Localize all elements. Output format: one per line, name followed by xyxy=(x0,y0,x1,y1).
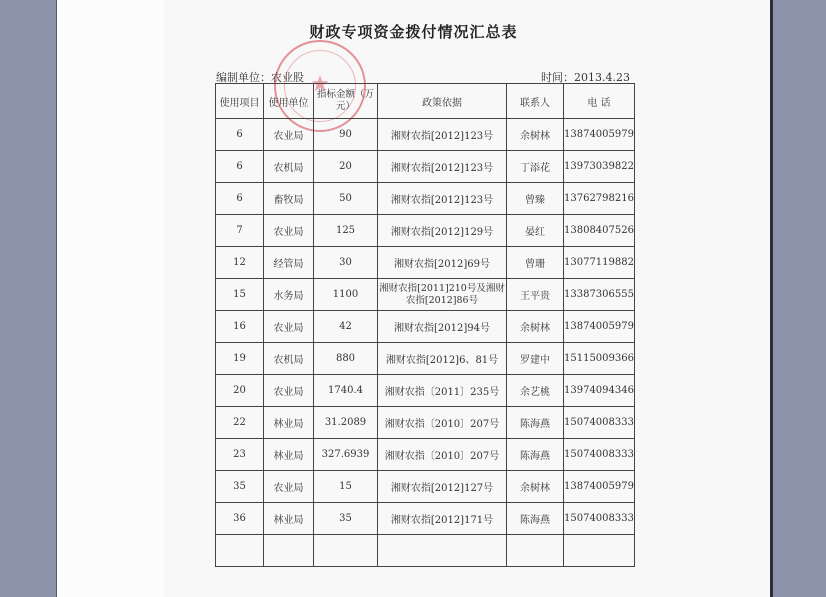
cell-amount: 327.6939 xyxy=(314,439,378,471)
cell-amount xyxy=(314,535,378,567)
cell-phone: 13874005979 xyxy=(564,311,635,343)
cell-contact: 陈海燕 xyxy=(507,439,564,471)
header-unit: 使用单位 xyxy=(264,84,314,119)
cell-policy: 湘财农指〔2010〕207号 xyxy=(378,439,507,471)
cell-phone: 13974094346 xyxy=(564,375,635,407)
cell-unit: 林业局 xyxy=(264,503,314,535)
funds-table xyxy=(215,83,635,567)
document-date: 时间：2013.4.23 xyxy=(541,71,630,84)
table-row xyxy=(216,247,635,279)
cell-project: 19 xyxy=(216,343,264,375)
cell-amount: 1100 xyxy=(314,279,378,311)
cell-policy: 湘财农指〔2011〕235号 xyxy=(378,375,507,407)
table-row xyxy=(216,343,635,375)
cell-contact: 陈海燕 xyxy=(507,407,564,439)
cell-unit xyxy=(264,535,314,567)
table-row xyxy=(216,279,635,311)
header-amount: 指标金额（万元） xyxy=(314,84,378,119)
cell-unit: 经管局 xyxy=(264,247,314,279)
cell-phone: 13077119882 xyxy=(564,247,635,279)
cell-amount: 15 xyxy=(314,471,378,503)
table-row xyxy=(216,215,635,247)
cell-policy xyxy=(378,535,507,567)
cell-contact: 丁添花 xyxy=(507,151,564,183)
cell-amount: 20 xyxy=(314,151,378,183)
seal-star-icon: ★ xyxy=(310,72,330,97)
cell-phone xyxy=(564,535,635,567)
cell-amount: 31.2089 xyxy=(314,407,378,439)
cell-policy: 湘财农指[2012]123号 xyxy=(378,119,507,151)
viewer-left-margin xyxy=(0,0,57,597)
cell-contact: 余艺桃 xyxy=(507,375,564,407)
cell-policy: 湘财农指[2012]69号 xyxy=(378,247,507,279)
cell-phone: 13874005979 xyxy=(564,119,635,151)
cell-amount: 90 xyxy=(314,119,378,151)
cell-amount: 50 xyxy=(314,183,378,215)
viewer-right-margin xyxy=(770,0,826,597)
cell-contact: 余树林 xyxy=(507,311,564,343)
header-contact: 联系人 xyxy=(507,84,564,119)
table-row xyxy=(216,407,635,439)
cell-unit: 农业局 xyxy=(264,471,314,503)
cell-policy: 湘财农指[2012]127号 xyxy=(378,471,507,503)
table-row xyxy=(216,311,635,343)
cell-contact: 曾臻 xyxy=(507,183,564,215)
cell-phone: 13762798216 xyxy=(564,183,635,215)
cell-project: 6 xyxy=(216,119,264,151)
cell-contact xyxy=(507,535,564,567)
cell-project: 6 xyxy=(216,151,264,183)
table-row xyxy=(216,119,635,151)
cell-contact: 晏红 xyxy=(507,215,564,247)
cell-policy: 湘财农指[2012]171号 xyxy=(378,503,507,535)
document-title: 财政专项资金拨付情况汇总表 xyxy=(309,23,518,41)
cell-policy: 湘财农指[2012]94号 xyxy=(378,311,507,343)
table-row xyxy=(216,503,635,535)
table-row xyxy=(216,151,635,183)
header-phone: 电 话 xyxy=(564,84,635,119)
cell-contact: 曾珊 xyxy=(507,247,564,279)
cell-contact: 余树林 xyxy=(507,471,564,503)
cell-policy: 湘财农指[2012]6、81号 xyxy=(378,343,507,375)
cell-project: 15 xyxy=(216,279,264,311)
cell-phone: 13973039822 xyxy=(564,151,635,183)
table-row xyxy=(216,439,635,471)
cell-unit: 农业局 xyxy=(264,215,314,247)
cell-project: 20 xyxy=(216,375,264,407)
cell-phone: 15074008333 xyxy=(564,503,635,535)
table-row xyxy=(216,471,635,503)
cell-contact: 余树林 xyxy=(507,119,564,151)
cell-policy: 湘财农指〔2010〕207号 xyxy=(378,407,507,439)
cell-amount: 1740.4 xyxy=(314,375,378,407)
cell-phone: 15074008333 xyxy=(564,439,635,471)
cell-phone: 15074008333 xyxy=(564,407,635,439)
cell-unit: 农机局 xyxy=(264,151,314,183)
cell-amount: 880 xyxy=(314,343,378,375)
cell-contact: 罗建中 xyxy=(507,343,564,375)
cell-contact: 陈海燕 xyxy=(507,503,564,535)
table-row xyxy=(216,183,635,215)
cell-project: 23 xyxy=(216,439,264,471)
cell-phone: 13874005979 xyxy=(564,471,635,503)
cell-unit: 农业局 xyxy=(264,311,314,343)
cell-unit: 林业局 xyxy=(264,407,314,439)
cell-project xyxy=(216,535,264,567)
table-header-row xyxy=(216,84,635,119)
header-policy: 政策依据 xyxy=(378,84,507,119)
cell-policy: 湘财农指[2011]210号及湘财农指[2012]86号 xyxy=(378,279,507,311)
cell-unit: 农业局 xyxy=(264,119,314,151)
cell-project: 6 xyxy=(216,183,264,215)
cell-unit: 水务局 xyxy=(264,279,314,311)
document-page xyxy=(57,0,770,597)
cell-project: 16 xyxy=(216,311,264,343)
cell-phone: 15115009366 xyxy=(564,343,635,375)
cell-project: 7 xyxy=(216,215,264,247)
cell-project: 12 xyxy=(216,247,264,279)
compiling-unit: 编制单位：农业股 xyxy=(216,71,304,84)
cell-unit: 农业局 xyxy=(264,375,314,407)
cell-unit: 畜牧局 xyxy=(264,183,314,215)
cell-policy: 湘财农指[2012]129号 xyxy=(378,215,507,247)
cell-unit: 林业局 xyxy=(264,439,314,471)
cell-policy: 湘财农指[2012]123号 xyxy=(378,183,507,215)
table-row xyxy=(216,375,635,407)
cell-unit: 农机局 xyxy=(264,343,314,375)
cell-contact: 王平贵 xyxy=(507,279,564,311)
cell-project: 22 xyxy=(216,407,264,439)
cell-policy: 湘财农指[2012]123号 xyxy=(378,151,507,183)
cell-phone: 13808407526 xyxy=(564,215,635,247)
cell-amount: 125 xyxy=(314,215,378,247)
cell-project: 36 xyxy=(216,503,264,535)
header-project: 使用项目 xyxy=(216,84,264,119)
cell-amount: 35 xyxy=(314,503,378,535)
cell-amount: 30 xyxy=(314,247,378,279)
cell-phone: 13387306555 xyxy=(564,279,635,311)
cell-amount: 42 xyxy=(314,311,378,343)
cell-project: 35 xyxy=(216,471,264,503)
table-row xyxy=(216,535,635,567)
